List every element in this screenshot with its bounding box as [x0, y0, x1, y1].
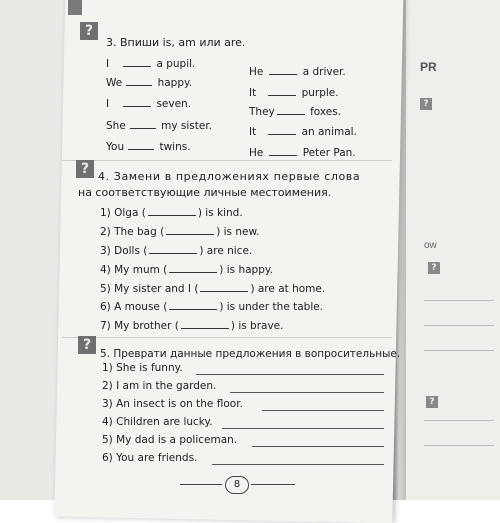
right-page-question-icon: ?: [426, 396, 438, 408]
ex5-item: 2) I am in the garden.: [102, 380, 217, 392]
ex3-right-row: It an animal.: [249, 126, 357, 138]
right-page-heading: PR: [420, 60, 437, 74]
ex3-right-row: He Peter Pan.: [249, 147, 356, 159]
exercise-5-title: 5. Преврати данные предложения в вопросительные.: [100, 348, 401, 360]
exercise-3-title: 3. Впиши is, am или are.: [106, 36, 246, 49]
section-divider: [62, 337, 392, 338]
ex5-item: 1) She is funny.: [102, 362, 183, 374]
answer-line[interactable]: [212, 464, 384, 465]
ex5-item: 5) My dad is a policeman.: [102, 434, 238, 446]
ex3-left-row: We happy.: [106, 77, 193, 89]
section-divider: [62, 160, 392, 161]
answer-line[interactable]: [230, 392, 384, 393]
ex4-item: 2) The bag ( ) is new.: [100, 226, 260, 238]
ex3-left-row: She my sister.: [106, 120, 213, 132]
ex5-item: 6) You are friends.: [102, 452, 198, 464]
answer-line[interactable]: [222, 428, 384, 429]
page-number-rule: [251, 484, 295, 485]
ex4-item: 1) Olga ( ) is kind.: [100, 207, 243, 219]
top-grey-tab: [68, 0, 82, 15]
page-number: 8: [225, 476, 249, 494]
answer-line[interactable]: [262, 410, 384, 411]
ex5-item: 4) Children are lucky.: [102, 416, 213, 428]
ex4-item: 3) Dolls ( ) are nice.: [100, 245, 253, 257]
exercise-4-subtitle: на соответствующие личные местоимения.: [78, 186, 332, 199]
ex3-left-row: I seven.: [106, 98, 192, 110]
ex3-left-row: I a pupil.: [106, 58, 196, 70]
ex4-item: 7) My brother ( ) is brave.: [100, 320, 284, 332]
ex3-right-row: It purple.: [249, 87, 339, 99]
ex3-right-row: He a driver.: [249, 66, 346, 78]
page-number-rule: [180, 484, 222, 485]
ex4-item: 4) My mum ( ) is happy.: [100, 264, 273, 276]
right-page-question-icon: ?: [420, 98, 432, 110]
right-page-question-icon: ?: [428, 262, 440, 274]
ex3-left-row: You twins.: [106, 141, 191, 153]
exercise-4-title: 4. Замени в предложениях первые слова: [98, 170, 361, 183]
question-icon: ?: [80, 22, 98, 40]
ex3-right-row: They foxes.: [249, 106, 342, 118]
question-icon: ?: [76, 160, 94, 178]
ex4-item: 5) My sister and I ( ) are at home.: [100, 283, 326, 295]
question-icon: ?: [78, 336, 96, 354]
right-page-fragment: ow: [424, 240, 437, 251]
answer-line[interactable]: [196, 374, 384, 375]
ex4-item: 6) A mouse ( ) is under the table.: [100, 301, 324, 313]
ex5-item: 3) An insect is on the floor.: [102, 398, 243, 410]
answer-line[interactable]: [252, 446, 384, 447]
